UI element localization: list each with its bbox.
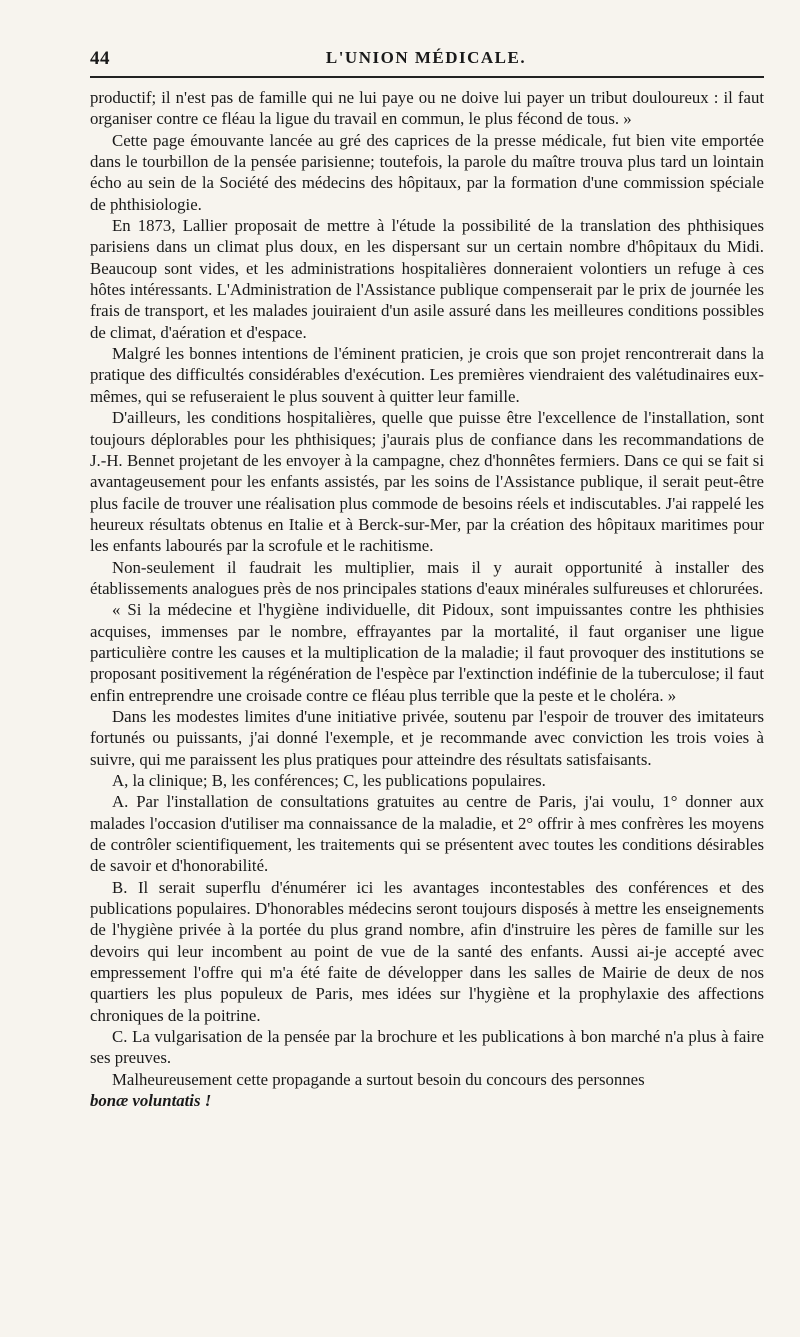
paragraph: « Si la médecine et l'hygiène individuelle, dit Pidoux, sont impuissantes contre les phthisies acquises, immenses par le nombre, effrayantes par la mortalité, il faut organiser une ligue particulière contre les causes et la multiplication de la maladie; il faut provoquer des institutions se proposant positivement la régénération de l'espèce par l'extinction indéfinie de la tuberculose; il faut enfin entreprendre une croisade contre ce fléau plus terrible que la peste et le choléra. » [90,600,764,705]
paragraph: A, la clinique; B, les conférences; C, les publications populaires. [112,771,546,790]
header-rule [90,76,764,78]
paragraph: D'ailleurs, les conditions hospitalières, quelle que puisse être l'excellence de l'installation, sont toujours déplorables pour les phthisiques; j'aurais plus de confiance dans les recommandations de J.-H. Bennet projetant de les envoyer à la campagne, chez d'honnêtes fermiers. Dans ce qui se fait si avantageusement pour les enfants assistés, par les soins de l'Assistance publique, il serait peut-être plus facile de trouver une réalisation plus commode de besoins réels et indiscutables. J'ai rappelé les heureux résultats obtenus en Italie et à Berck-sur-Mer, par la création des hôpitaux maritimes pour les enfants labourés par la scrofule et le rachitisme. [90,408,764,556]
paragraph: Malgré les bonnes intentions de l'éminent praticien, je crois que son projet rencontrerait dans la pratique des difficultés considérables d'exécution. Les premières viendraient des valétudinaires eux-mêmes, qui se refuseraient le plus souvent à quitter leur famille. [90,344,764,406]
page-header [90,48,762,72]
paragraph: En 1873, Lallier proposait de mettre à l'étude la possibilité de la translation des phthisiques parisiens dans un climat plus doux, en les dispersant sur un certain nombre d'hôpitaux du Midi. Beaucoup sont vides, et les administrations hospitalières donneraient volontiers un refuge à ces hôtes intéressants. L'Administration de l'Assistance publique compenserait par le prix de journée les frais de transport, et les malades jouiraient d'un asile assuré dans les meilleures conditions possibles de climat, d'aération et d'espace. [90,216,764,342]
paragraph: Cette page émouvante lancée au gré des caprices de la presse médicale, fut bien vite emportée dans le tourbillon de la pensée parisienne; toutefois, la parole du maître trouva plus tard un lointain écho au sein de la Société des médecins des hôpitaux, par la formation d'une commission spéciale de phthisiologie. [90,130,764,214]
paragraph: A. Par l'installation de consultations gratuites au centre de Paris, j'ai voulu, 1° donner aux malades l'occasion d'utiliser ma connaissance de la maladie, et 2° offrir à mes confrères les moyens de contrôler scientifiquement, les traitements qui se présentent avec toutes les conditions désirables de savoir et d'honorabilité. [90,792,764,876]
paragraph: Non-seulement il faudrait les multiplier, mais il y aurait opportunité à installer des établissements analogues près de nos principales stations d'eaux minérales sulfureuses et chlorurées. [90,557,764,598]
closing-italic: bonæ voluntatis ! [90,1091,212,1111]
paragraph: C. La vulgarisation de la pensée par la brochure et les publications à bon marché n'a plus à faire ses preuves. [90,1027,764,1068]
running-title: L'UNION MÉDICALE. [325,48,527,67]
paragraph: Malheureusement cette propagande a surtout besoin du concours des personnes [112,1069,645,1089]
paragraph: Dans les modestes limites d'une initiative privée, soutenu par l'espoir de trouver des imitateurs fortunés ou puissants, j'ai donné l'exemple, et je recommande avec conviction les trois voies à suivre, qui me paraissent les plus pratiques pour atteindre des résultats satisfaisants. [90,706,764,769]
paragraph: B. Il serait superflu d'énumérer ici les avantages incontestables des conférences et des publications populaires. D'honorables médecins seront toujours disposés à mettre les enseignements de l'hygiène privée à la portée du plus grand nombre, afin d'instruire les pères de famille sur les devoirs qui leur incombent au point de vue de la santé des enfants. Aussi ai-je accepté avec empressement l'offre qui m'a été faite de développer dans les salles de Mairie de deux de nos quartiers les plus populeux de Paris, mes idées sur l'hygiène et la prophylaxie des affections chroniques de la poitrine. [90,877,764,1025]
paragraph: productif; il n'est pas de famille qui ne lui paye ou ne doive lui payer un tribut douloureux : il faut organiser contre ce fléau la ligue du travail en commun, le plus fécond de tous. » [90,88,764,129]
body-text [90,87,764,1112]
page-number: 44 [90,48,110,69]
